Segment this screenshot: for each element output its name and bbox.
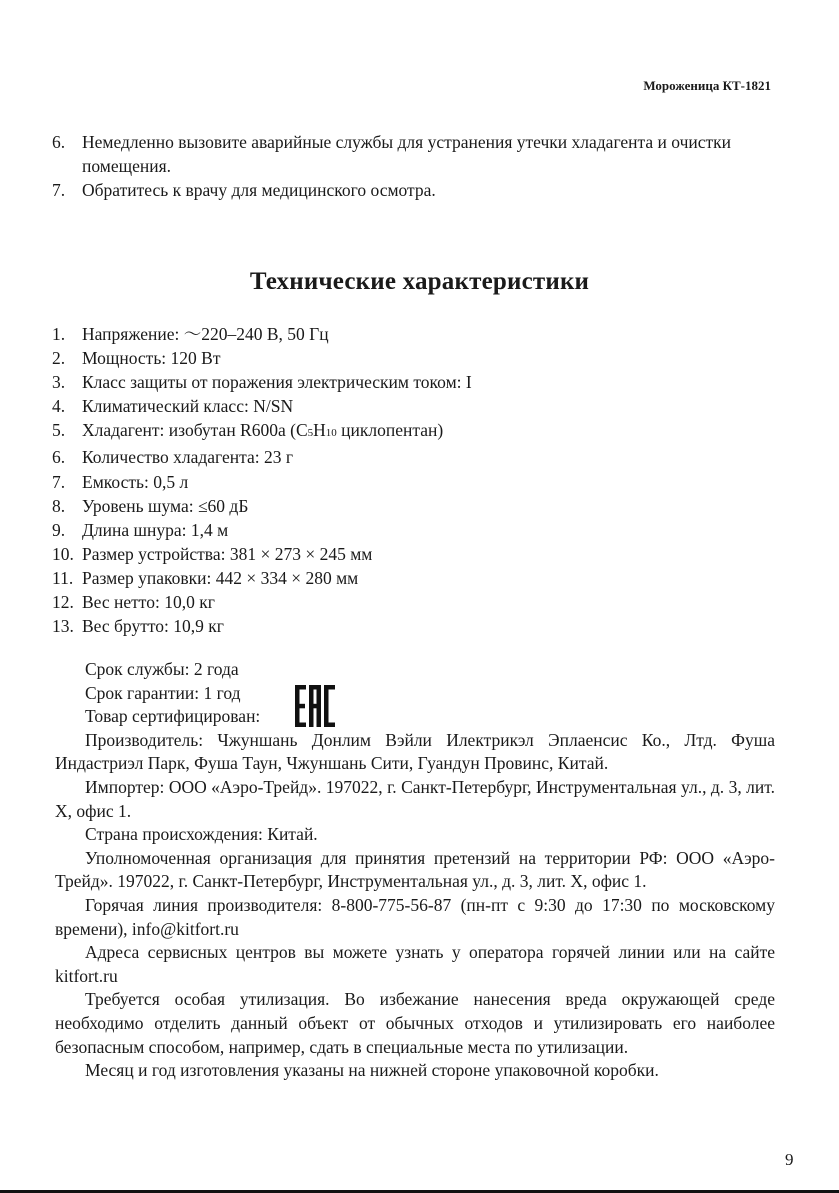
list-item-number: 7. (52, 180, 66, 200)
spec-number: 6. (52, 447, 66, 468)
spec-number: 9. (52, 519, 66, 540)
spec-item (52, 494, 772, 518)
subscript: 10 (325, 427, 337, 440)
refrigerant-text-part: Хладагент: изобутан R600a (C (82, 420, 308, 441)
manufacturer: Производитель: Чжуншань Донлим Вэйли Илектрикэл Эплаенсис Ко., Лтд. Фуша Индастриэл Парк, Фуша Таун, Чжуншань Сити, Гуандун Провинс, Китай. (55, 729, 775, 774)
list-item-text: Обратитесь к врачу для медицинского осмотра. (82, 180, 436, 200)
warranty-period: Срок гарантии: 1 год (85, 682, 241, 703)
list-item-text: Немедленно вызовите аварийные службы для устранения утечки хладагента и очистки помещения. (82, 132, 732, 176)
spec-number: 13. (52, 616, 74, 637)
spec-item (52, 590, 772, 614)
spec-text: Мощность: 120 Вт (82, 348, 221, 369)
spec-text: Вес нетто: 10,0 кг (82, 592, 215, 613)
spec-text: Вес брутто: 10,9 кг (82, 616, 224, 637)
subscript: 5 (307, 427, 314, 440)
service-life: Срок службы: 2 года (85, 659, 239, 679)
country-of-origin: Страна происхождения: Китай. (85, 824, 318, 845)
spec-number: 12. (52, 592, 74, 613)
spec-item (52, 566, 772, 590)
spec-text: Емкость: 0,5 л (82, 471, 189, 492)
specifications-list (52, 322, 772, 638)
spec-number: 3. (52, 372, 66, 393)
spec-number: 1. (52, 324, 66, 344)
spec-text: Климатический класс: N/SN (82, 396, 294, 417)
document-header-title: Мороженица КТ-1821 (643, 78, 771, 93)
spec-text: Класс защиты от поражения электрическим током: I (82, 372, 472, 393)
spec-item (52, 470, 772, 494)
eac-logo (295, 685, 335, 727)
list-item-number: 6. (52, 132, 66, 152)
hotline: Горячая линия производителя: 8-800-775-56-87 (пн-пт с 9:30 до 17:30 по московскому времени), info@kitfort.ru (55, 894, 775, 939)
spec-text (82, 418, 443, 445)
spec-item-refrigerant (52, 418, 772, 445)
refrigerant-text-part: циклопентан) (336, 420, 444, 441)
product-info-block (55, 658, 775, 1083)
spec-item (52, 445, 772, 469)
disposal-notice: Требуется особая утилизация. Во избежание нанесения вреда окружающей среде необходимо отделить данный объект от обычных отходов и утилизировать его наиболее безопасным способом, например, сдать в специальные места по утилизации. (55, 989, 775, 1057)
warning-list-continued (52, 130, 772, 202)
spec-text: Размер устройства: 381 × 273 × 245 мм (82, 543, 373, 564)
spec-text: Уровень шума: ≤60 дБ (82, 495, 249, 516)
spec-number: 10. (52, 543, 74, 564)
spec-text: Напряжение: ～220–240 В, 50 Гц (82, 324, 329, 344)
spec-number: 7. (52, 471, 66, 492)
authorized-organization: Уполномоченная организация для принятия претензий на территории РФ: ООО «Аэро-Трейд». 197022, г. Санкт-Петербург, Инструментальная ул., д. 3, лит. Х, офис 1. (55, 847, 775, 892)
spec-item (52, 614, 772, 638)
spec-number: 5. (52, 420, 66, 441)
spec-item (52, 370, 772, 394)
page-number: 9 (785, 1150, 794, 1169)
spec-text: Количество хладагента: 23 г (82, 447, 294, 468)
spec-number: 4. (52, 396, 66, 417)
spec-number: 2. (52, 348, 66, 369)
spec-number: 8. (52, 495, 66, 516)
refrigerant-text-part: H (313, 420, 326, 441)
certification-line (55, 705, 775, 729)
list-item (52, 130, 772, 178)
spec-item (52, 346, 772, 370)
importer: Импортер: ООО «Аэро-Трейд». 197022, г. Санкт-Петербург, Инструментальная ул., д. 3, лит. Х, офис 1. (55, 776, 775, 821)
spec-text: Размер упаковки: 442 × 334 × 280 мм (82, 567, 359, 588)
spec-item (52, 322, 772, 346)
section-heading: Технические характеристики (249, 268, 590, 295)
manufacture-date-note: Месяц и год изготовления указаны на нижней стороне упаковочной коробки. (85, 1060, 659, 1081)
spec-number: 11. (52, 567, 74, 588)
spec-item (52, 394, 772, 418)
spec-item (52, 542, 772, 566)
list-item (52, 178, 772, 202)
service-centers: Адреса сервисных центров вы можете узнать у оператора горячей линии или на сайте kitfort.ru (55, 942, 775, 986)
certified-label: Товар сертифицирован: (85, 706, 261, 727)
spec-text: Длина шнура: 1,4 м (82, 519, 229, 540)
spec-item (52, 518, 772, 542)
